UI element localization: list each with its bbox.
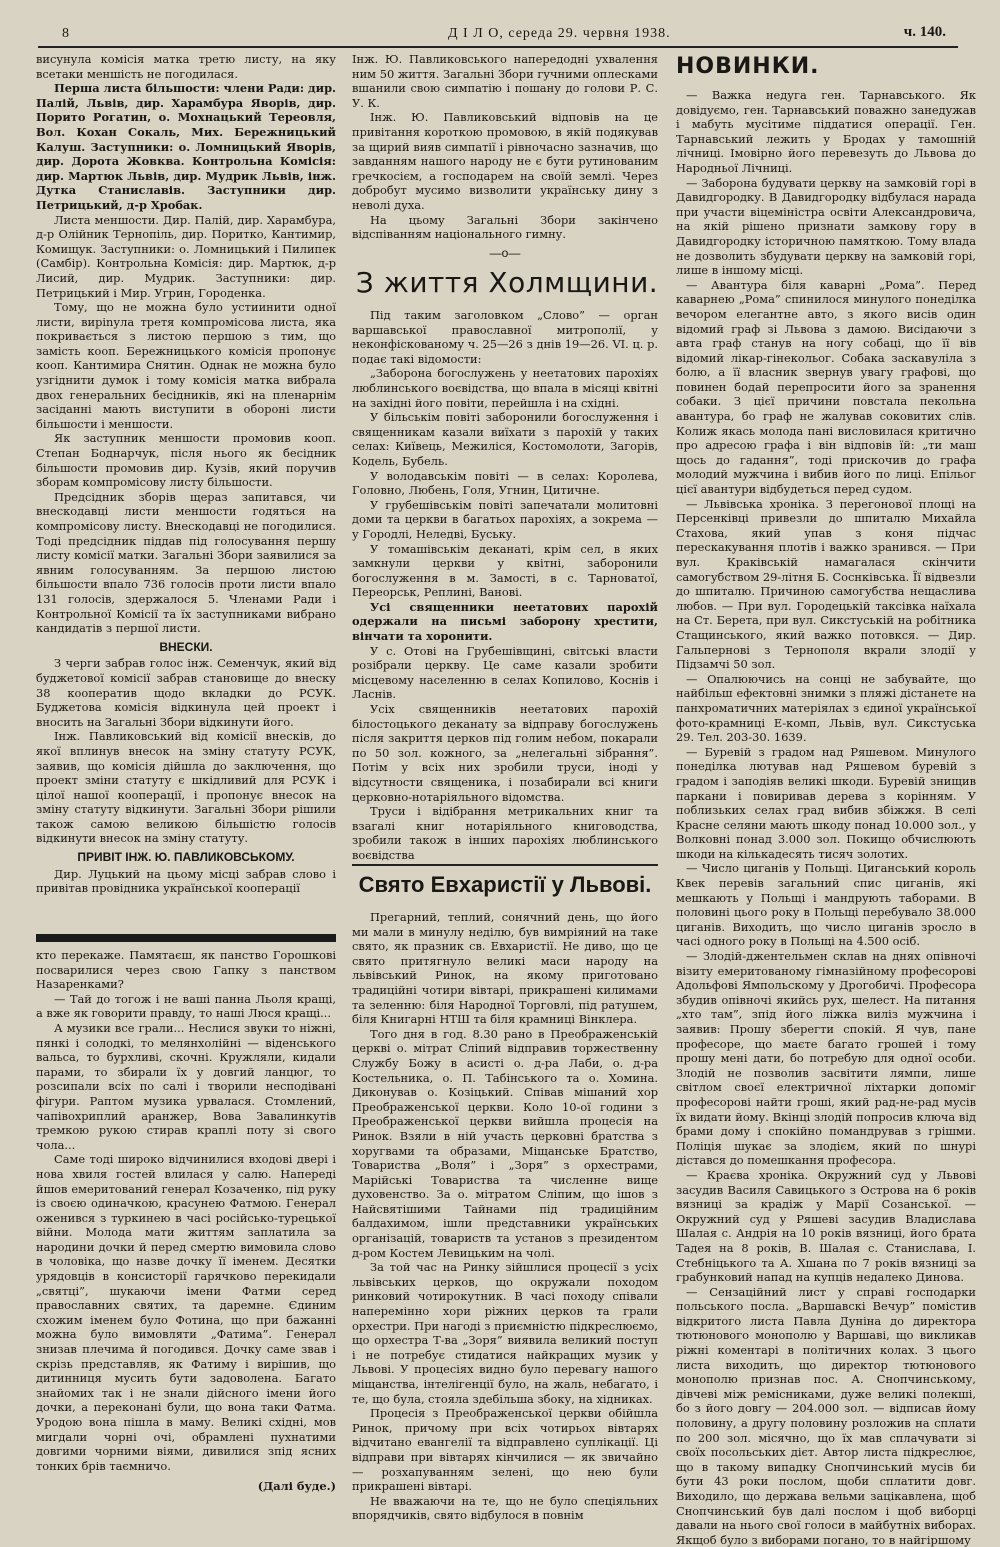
paragraph: Тому, що не можна було устиинити одної листи, вирinула третя компромісова листа, яка покривається з листою першою з тим, що замість кооп. Бережницького комісія пропонує кооп. Кантимира Снятин. Однак не можна було узгіднити думок і тому комісія матка вибрала двох генеральних бесідників, які на пленарнім засіданні мають виступити в обороні листи більшости і меншости.	[36, 300, 336, 431]
news-heading: НОВИНКИ.	[676, 54, 820, 79]
paragraph: Того дня в год. 8.30 рано в Преображенській церкві о. мітрат Сліпий відправив торжественну Службу Божу в асисті о. д-ра Лаби, о. д-ра Костельника, о. П. Табінського та о. Хомина. Диконував о. Козіцький. Співав мішаний хор Преображенської церкви. Коло 10-ої години з Преображенської церкви вийшла процесія на Ринок. Взяли в ній участь церковні братства з хоругвами та образами, Міщанське Братство, Товариства „Воля” і „Зоря” з орхестрами, Марійські Товариства та численне вище духовенство. За о. мітратом Сліпим, що ішов з Найсвятішими Тайнами під традиційним балдахимом, ішли представники українських організацій, товариств та установ з президентом д-ром Костем Левицьким на чолі.	[352, 1026, 658, 1260]
paragraph: Інж. Павликовський від комісії внесків, до якої вплинув внесок на зміну статуту РСУК, заявив, що комісія дійшла до заключення, що проект зміни статуту є шкідливий для РСУК і цілої нашої кооперації, і пропонує внесок на зміну статуту відкинути. Загальні Збори рішили також самою великою більшістю голосів відкинути внесок на зміну статуту.	[36, 729, 336, 846]
issue-number: ч. 140.	[903, 24, 946, 40]
paragraph: Листа меншости. Дир. Палій, дир. Харамбура, д-р Олійник Тернопіль, дир. Поритко, Кантимир, Комищук. Заступники: о. Ломницький і Пилипек (Самбір). Контрольна Комісія: дир. Мартюк, д-р Лисий, дир. Мудрик. Заступники: дир. Петрицький і Мир. Угрин, Городенка.	[36, 212, 336, 300]
paragraph: Дир. Луцький на цьому місці забрав слово і привітав провідника української кооперації	[36, 866, 336, 896]
section-heading: ПРИВІТ ІНЖ. Ю. ПАВЛИКОВСЬКОМУ.	[77, 850, 295, 865]
paragraph: У с. Отові на Грубешівщині, світські власти розібрали церкву. Це саме казали зробити місцевому населенню в селах Копилово, Коснів і Ласнів.	[352, 643, 658, 702]
paragraph: У володавськім повіті — в селах: Королева, Головно, Любень, Голя, Угнин, Цитичне.	[352, 468, 658, 498]
paragraph: Предсідник зборів щераз запитався, чи внескодавці листи меншости годяться на компромісову листу. Внескодавці не погодилися. Тоді предсідник піддав під голосування першу листу комісії матки. Загальні Збори заявилися за явним голосуванням. За першою листою більшости впало 736 голосів проти листи впало 131 голосів, здержалося 5. Членами Ради і Контрольної Комісії та їх заступниками вибрано кандидатів з першої листи.	[36, 489, 336, 636]
column-middle-top	[352, 52, 658, 262]
paragraph: З черги забрав голос інж. Семенчук, який від буджетової комісії забрав становище до внеску 38 кооператив щодо вкладки до РСУК. Буджетова комісія відкинула цей проект і вносить на Загальні Збори відкинути його.	[36, 656, 336, 729]
news-item: — Буревій з градом над Ряшевом. Минулого понеділка лютував над Ряшевом буревій з градом і заподіяв великі шкоди. Буревій знищив паркани і повиривав дерева з корінням. У поблизьких селах град вибив збіжжя. В селі Красне селяни мають шкоду понад 10.000 зол., у Волковні понад 3.000 зол. Покищо обчислюють шкоди на кількадесять тисяч золотих.	[676, 744, 976, 861]
page-header	[38, 24, 958, 48]
paragraph: У грубешівськім повіті запечатали молитовні доми та церкви в багатьох парохіях, а зокрема — у Городлі, Неледві, Буську.	[352, 497, 658, 541]
masthead-date: Д І Л О, середа 29. червня 1938.	[448, 26, 671, 41]
paragraph: висунула комісія матка третю листу, на яку всетаки меншість не погодилася.	[36, 52, 336, 81]
paragraph: Труси і відібрання метрикальних книг та взагалі книг нотаріяльного книговодства, зробили також в інших парохіях люблинського воєвідства	[352, 804, 658, 862]
section-heading: ВНЕСКИ.	[159, 639, 213, 654]
paragraph: кто перекаже. Памятаєш, як панство Горошкові посварилися через свою Гапку з панством Назаренками?	[36, 948, 336, 992]
feuilleton-divider	[36, 934, 336, 942]
paragraph: У томашівськім деканаті, крім сел, в яких замкнули церкви у квітні, заборонили богослуження в м. Замості, в с. Тарноватої, Переорськ, Реплині, Ванові.	[352, 541, 658, 600]
news-item: — Авантура біля каварні „Рома”. Перед каварнею „Рома” спинилося минулого понеділка вечором елегантне авто, з якого висів один відомий граф зі Львова з дамою. Висідаючи з авта граф станув на ногу собаці, що її вів відомий лікар-гінекольог. Собака заскавуліла з болю, а її власник звернув увагу графові, що повинен бодай перепросити його за зранення собаки. З цієї причини повстала пекольна авантура, бо граф не жалував соковитих слів. Колиж якась молода пані висловилася критично про адресою графа і він відповів їй: „ти маш щось до гадання”, тоді прискочив до графа молодий мужчина і вибив його по лиці. Епільог цієї авантури відбудеться перед судом.	[676, 277, 976, 497]
article-title-eucharist: Свято Евхаристії у Львові.	[352, 864, 658, 898]
column-middle-bottom	[352, 910, 658, 1523]
page-number: 8	[62, 26, 69, 41]
paragraph: Інж. Ю. Павликовського напередодні ухвалення ним 50 життя. Загальні Збори гучними оплесками вшанили свою симпатію і пошану до голови Р. С. У. К.	[352, 52, 658, 110]
paragraph: Саме тоді широко відчинилися входові двері і нова хвиля гостей влилася у салю. Напереді йшов емеритований генерал Козаченко, під руку із своєю одиначкою, красунею Фатмою. Генерал оженився з туркинею в часі російсько-турецької війни. Молода мати життям заплатила за народини дочки й перед смертю вимовила слово в чоловіка, що назве дочку її іменем. Десятки урядовців в консисторії гарячково перекидали „святці”, шукаючи імени Фатми серед православних святих, та даремне. Єдиним схожим іменем було Фотина, що при бажанні можна було вимовляти „Фатима”. Генерал знизав плечима й погодився. Дочку саме звав і скрізь представляв, як Фатиму і вирішив, що дитинниця мусить бути задоволена. Багато знайомих так і не знали дійсного імени його дочки, а переконані були, що вона таки Фатма. Уродою вона пішла в маму. Великі східні, мов мигдали чорні очі, обрамлені пухнатими довгими чорними віями, дивилися зпід ясних тонких брів таємничо.	[36, 1152, 336, 1473]
news-item: — Львівська хроніка. З перегонової площі на Персенківці привезли до шпиталю Михайла Стахова, який упав з коня підчас перескакування плотів і важко зранився. — При вул. Краківській намагалася скінчити самогубством 29-літня Б. Соснківська. Її відвезли до шпиталю. Причиною самогубства нещаслива любов. — При вул. Городецькій таксівка наїхала на Ст. Берета, при вул. Сикстуській на робітника Стащинського, який важко потовкся. — Дир. Гальпернові з Тернополя вкрали злодії у Підзамчі 50 зол.	[676, 496, 976, 672]
column-left-top	[36, 52, 336, 896]
continued-note: (Далі буде.)	[257, 1479, 336, 1494]
paragraph: Усі священники неетатових парохій одержали на письмі заборону хрестити, вінчати та хоронити.	[352, 599, 658, 644]
article-title-kholmshchyna: З життя Холмщини.	[355, 266, 659, 299]
news-item: — Опалюючись на сонці не забувайте, що найбільш ефектовні знимки з пляжі дістанете на панхроматичних матеріялах з єдиної української фото-крамниці Е-комп, Львів, вул. Сикстуська 29. Тел. 203-30. 1639.	[676, 671, 976, 745]
news-item: — Сензаційний лист у справі господарки польського посла. „Варшавскі Вечур” помістив відкритого листа Павла Дуніна до директора тютюнового монополю у Варшаві, що викликав ріжні коментарі в політичних колах. З цього листа виходить, що директор тютюнового монополю признав пос. А. Снопчинському, дівчеві між ремісниками, дуже великі полекші, бо з його довгу — 204.000 зол. — відписав йому половину, а другу половину розложив на сплати по 200 зол. місячно, що їх мав сплачувати зі своїх посольських дієт. Автор листа підкреслює, що в такому випадку Снопчинський мусів би бути 43 роки послом, щоби сплатити довг. Виходило, що держава вельми зацікавлена, щоб Снопчинський був далі послом і щоб виборці давали на нього свої голоси в майбутніх виборах. Якщоб було з виборами погано, то в найгіршому	[676, 1284, 976, 1547]
news-item: — Злодій-джентельмен склав на днях опівночі візиту емеритованому гімназійному професорові Адольфові Ямпольскому у Дрогобичі. Професора збудив опівночі якийсь рух, шелест. На питання „хто там”, зпід його ліжка виліз мужчина і заявив: Прошу зберегти спокій. Я чув, пане професоре, що маєте багато грошей і тому прошу мені дати, бо потребую для одної особи. Злодій не позволив засвітити лямпи, лише світлом своєї електричної ліхтарки допоміг професорові найти гроші, який рад-не-рад мусів їх видати йому. Вкінці злодій попросив ключа від брами дому і спокійно помандрував з грішми. Поліція шукає за злодієм, який по шнурі дістався до помешкання професора.	[676, 949, 976, 1168]
paragraph: „Заборона богослужень у неетатових парохіях люблинського воєвідства, що впала в місяці квітні на західні його повіти, перейшла і на східні.	[352, 366, 658, 410]
column-middle-article	[352, 308, 658, 863]
paragraph: Під таким заголовком „Слово” — орган варшавської православної митрополії, у неконфіскованому ч. 25—26 з днів 19—26. VI. ц. р. подає такі відомости:	[352, 308, 658, 366]
paragraph: А музики все грали... Неслися звуки то ніжні, пянкі і солодкі, то мелянхолійні — віденського вальса, то бурхливі, скочні. Кружляли, кидали парами, то збирали їх у довгий ланцюг, то розсипали всіх по салі і творили несподівані фігури. Раптом музика урвалася. Стомлений, чапівохриплий аранжер, Вова Завалинкутів тремкою рукою стирав краплі поту зі свого чола...	[36, 1020, 336, 1152]
news-item: — Важка недуга ген. Тарнавського. Як довідуємо, ген. Тарнавський поважно занедужав і мабуть мусітиме піддатися операції. Ген. Тарнавський лежить у Бродах у тамошній лічниці. Імовірно його перевезуть до Львова до Народньої Лічниці.	[676, 88, 976, 175]
column-left-bottom	[36, 948, 336, 1494]
paragraph: За той час на Ринку зійшлися процесії з усіх львівських церков, що окружали походом ринковий чотирокутник. В часі походу співали наперемінно хори ріжних церков та грали орхестри. При нагоді з приємністю підкреслюємо, що орхестра Т-ва „Зоря” виявила великий поступ і не потребує стидатися найкращих музик у Львові. У процесіях видно було перевагу нашого міщанства, інтелігенції було, на жаль, небагато, і те, що була, стояла здебільша збоку, на хідниках.	[352, 1260, 658, 1406]
paragraph: Як заступник меншости промовив кооп. Степан Боднарчук, після нього як бесідник більшости промовив дир. Кузів, який поручив зборам компромісову листу більшости.	[36, 431, 336, 490]
paragraph: Прегарний, теплий, сонячний день, що його ми мали в минулу неділю, був вимріяний на таке свято, як празник св. Евхаристії. Не диво, що це свято притягнуло великі маси народу на львівський Ринок, на якому приготовано традиційні чотири вівтарі, прикрашені килимами та зеленню: біля Народної Торговлі, під ратушем, біля Книгарні НТШ та біля крамниці Вінклера.	[352, 910, 658, 1027]
paragraph: — Тай до тогож і не ваші панна Льоля кращі, а вже як говорити правду, то наші Люся кращі...	[36, 991, 336, 1021]
column-right-news	[676, 88, 976, 1547]
paragraph: Процесія з Преображенської церкви обійшла Ринок, причому при всіх чотирьох вівтарях відчитано евангелії та відправлено суплікації. Ці відправи при вівтарях кінчилися — як звичайно — розхапуванням зелені, що нею були прикрашені вівтарі.	[352, 1406, 658, 1494]
paragraph: На цьому Загальні Збори закінчено відспіванням національного гимну.	[352, 212, 658, 242]
paragraph: Перша листа більшости: члени Ради: дир. Палій, Львів, дир. Харамбура Яворів, дир. Порито Рогатин, о. Мохнацький Тереовля, Вол. Кохан Сокаль, Мих. Бережницький Калуш. Заступники: о. Ломницький Яворів, дир. Дорота Жовква. Контрольна Комісія: дир. Мартюк Львів, дир. Мудрик Львів, інж. Дутка Станиславів. Заступники дир. Петрицький, д-р Хробак.	[36, 81, 337, 212]
news-item: — Заборона будувати церкву на замковій горі в Давидгородку. В Давидгородку відбулася нарада при участи віцеміністра освіти Александровича, на якій рішено признати замкову гору в Давидгородку історичною памяткою. Тому влада не дозволить збудувати церкву на замковій горі, лише в іншому місці.	[676, 175, 976, 278]
divider-mark: —о—	[489, 245, 521, 260]
news-item: — Число циганів у Польщі. Циганський король Квек перевів загальний спис циганів, які мешкають у Польщі і мандрують таборами. В половині цього року в Польщі перебувало 38.000 циганів. Виходить, що число циганів зросло в часі одного року в Польщі на 4.500 осіб.	[676, 861, 976, 949]
paragraph: Інж. Ю. Павликовський відповів на це привітання короткою промовою, в якій подякував за щирий вияв симпатії і рівночасно зазначив, що завданням нашого народу не є бути рутинованим гречкосієм, а господарем на своїй землі. Через добробут мусимо визволити українську дину з неволі духа.	[352, 110, 658, 212]
news-item: — Краєва хроніка. Окружний суд у Львові засудив Василя Савицького з Острова на 6 років вязниці за крадіж у Марії Созанської. — Окружний суд у Ряшеві засудив Владислава Шалая с. Андрія на 10 років вязниці, його брата Тадея на 8 років, В. Шалая с. Станислава, І. Стебніцького та А. Хшана по 7 років вязниці за грабунковий напад на купців недалеко Динова.	[676, 1167, 976, 1285]
paragraph: Усіх священників неетатових парохій білостоцького деканату за відправу богослужень після закриття церков під голим небом, покарали по 50 зол. кожного, за „нелегальні зібрання”. Потім у всіх них зробили труси, іноді у відсутности священика, і позабирали всі книги церковно-нотаріяльного відомства.	[352, 702, 658, 804]
paragraph: У більськім повіті заборонили богослуження і священникам казали виїхати з парохій у таких селах: Київець, Межиліся, Костомолоти, Загорів, Кодель, Бубель.	[352, 410, 658, 468]
paragraph: Не вважаючи на те, що не було спеціяльних впорядчиків, свято відбулося в повнім	[352, 1493, 658, 1523]
